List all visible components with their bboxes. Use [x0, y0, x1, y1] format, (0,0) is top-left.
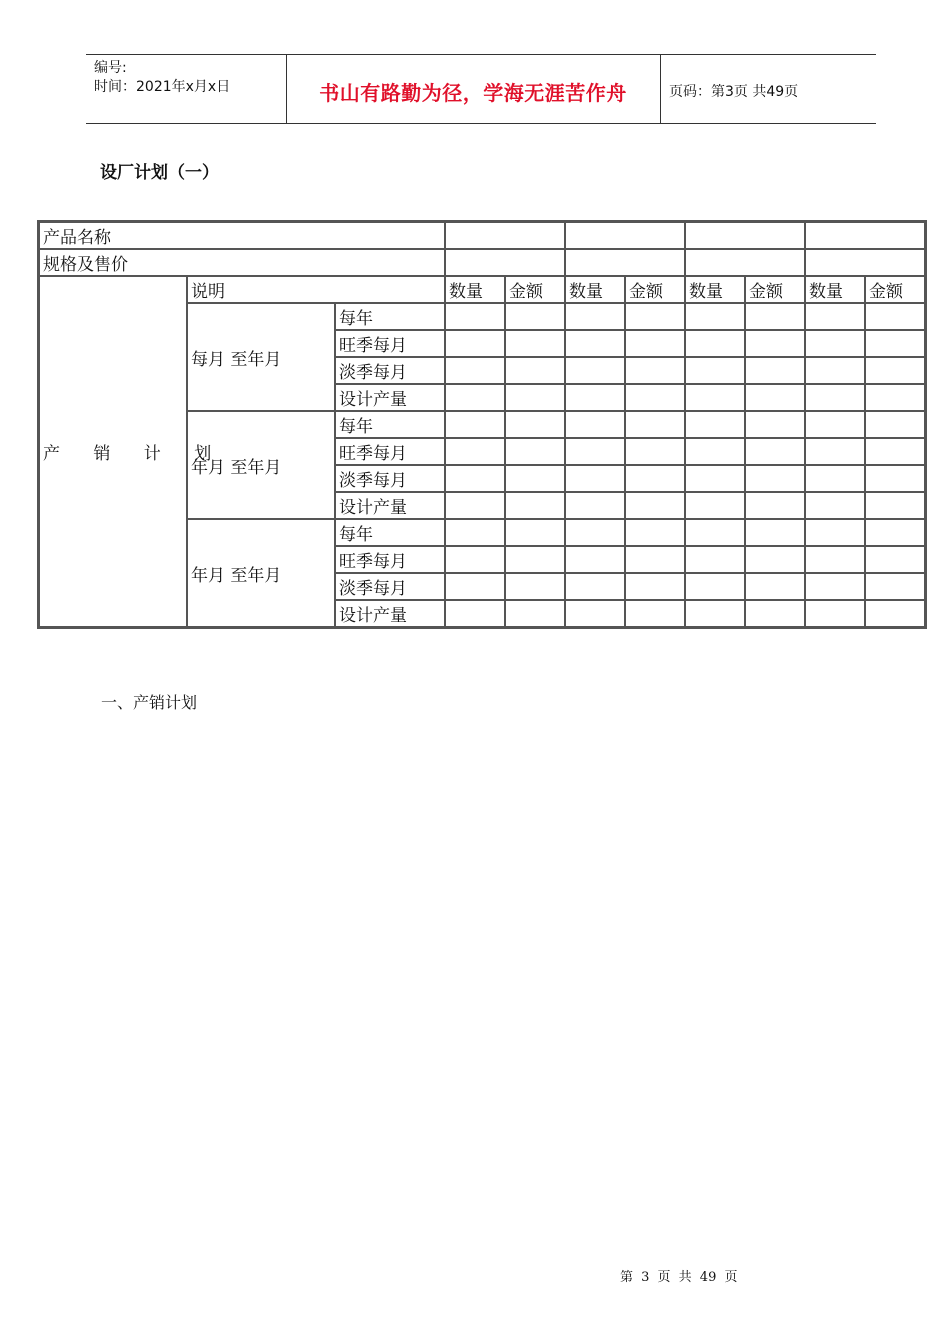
- row-label: 旺季每月: [335, 546, 445, 573]
- table-cell[interactable]: [805, 492, 865, 519]
- table-cell[interactable]: [565, 357, 625, 384]
- table-cell[interactable]: [685, 222, 805, 249]
- table-cell[interactable]: [805, 465, 865, 492]
- table-cell[interactable]: [745, 546, 805, 573]
- table-cell[interactable]: [685, 546, 745, 573]
- table-cell[interactable]: [625, 465, 685, 492]
- table-cell[interactable]: [565, 303, 625, 330]
- table-cell[interactable]: [865, 384, 925, 411]
- table-cell[interactable]: [745, 303, 805, 330]
- table-cell[interactable]: [445, 546, 505, 573]
- table-cell[interactable]: [505, 492, 565, 519]
- table-cell[interactable]: [505, 438, 565, 465]
- table-cell[interactable]: [745, 384, 805, 411]
- table-cell[interactable]: [445, 519, 505, 546]
- table-cell[interactable]: [445, 411, 505, 438]
- row-label: 设计产量: [335, 492, 445, 519]
- row-label: 每年: [335, 519, 445, 546]
- table-cell[interactable]: [805, 438, 865, 465]
- table-cell[interactable]: [445, 249, 565, 276]
- table-cell[interactable]: [865, 357, 925, 384]
- table-cell[interactable]: [565, 384, 625, 411]
- table-cell[interactable]: [685, 330, 745, 357]
- table-cell[interactable]: [865, 465, 925, 492]
- table-cell[interactable]: [745, 492, 805, 519]
- table-cell[interactable]: [625, 573, 685, 600]
- table-cell[interactable]: [865, 600, 925, 627]
- table-cell[interactable]: [565, 249, 685, 276]
- spec-price-label: 规格及售价: [39, 249, 445, 276]
- amount-header: 金额: [865, 276, 925, 303]
- table-cell[interactable]: [565, 519, 625, 546]
- qty-header: 数量: [565, 276, 625, 303]
- header-divider: [660, 55, 661, 123]
- table-cell[interactable]: [505, 465, 565, 492]
- amount-header: 金额: [625, 276, 685, 303]
- table-cell[interactable]: [685, 384, 745, 411]
- sales-plan-label: 产 销 计 划: [39, 276, 187, 627]
- table-cell[interactable]: [685, 519, 745, 546]
- period-label: 年月 至年月: [187, 519, 335, 627]
- table-cell[interactable]: [625, 519, 685, 546]
- qty-header: 数量: [445, 276, 505, 303]
- table-cell[interactable]: [565, 222, 685, 249]
- table-cell[interactable]: [685, 303, 745, 330]
- page-footer: 第 3 页 共 49 页: [620, 1270, 738, 1285]
- table-cell[interactable]: [805, 330, 865, 357]
- table-cell[interactable]: [685, 492, 745, 519]
- table-cell[interactable]: [805, 303, 865, 330]
- table-cell[interactable]: [745, 600, 805, 627]
- table-cell[interactable]: [745, 411, 805, 438]
- table-cell[interactable]: [625, 411, 685, 438]
- product-name-label: 产品名称: [39, 222, 445, 249]
- row-label: 旺季每月: [335, 330, 445, 357]
- table-cell[interactable]: [565, 573, 625, 600]
- table-cell[interactable]: [865, 492, 925, 519]
- table-cell[interactable]: [445, 492, 505, 519]
- table-cell[interactable]: [625, 600, 685, 627]
- period-label: 每月 至年月: [187, 303, 335, 411]
- time-label: 时间：2021年x月x日: [94, 79, 231, 95]
- table-cell[interactable]: [745, 330, 805, 357]
- table-cell[interactable]: [685, 411, 745, 438]
- table-cell[interactable]: [865, 519, 925, 546]
- table-cell[interactable]: [745, 465, 805, 492]
- page-header: [86, 54, 876, 124]
- table-cell[interactable]: [565, 492, 625, 519]
- table-cell[interactable]: [445, 303, 505, 330]
- table-cell[interactable]: [445, 573, 505, 600]
- table-cell[interactable]: [805, 600, 865, 627]
- table-cell[interactable]: [505, 600, 565, 627]
- table-cell[interactable]: [565, 465, 625, 492]
- table-cell[interactable]: [865, 303, 925, 330]
- table-cell[interactable]: [565, 330, 625, 357]
- table-cell[interactable]: [805, 411, 865, 438]
- table-cell[interactable]: [505, 546, 565, 573]
- table-cell[interactable]: [625, 384, 685, 411]
- table-cell[interactable]: [625, 492, 685, 519]
- table-cell[interactable]: [565, 546, 625, 573]
- table-row: [39, 249, 925, 276]
- table-cell[interactable]: [565, 411, 625, 438]
- table-cell[interactable]: [805, 222, 925, 249]
- row-label: 每年: [335, 411, 445, 438]
- table-cell[interactable]: [625, 357, 685, 384]
- header-page-info: 页码：第3页 共49页: [669, 84, 799, 100]
- row-label: 淡季每月: [335, 357, 445, 384]
- row-label: 每年: [335, 303, 445, 330]
- table-cell[interactable]: [745, 519, 805, 546]
- header-motto: 书山有路勤为径，学海无涯苦作舟: [319, 81, 627, 105]
- header-meta: [94, 59, 230, 97]
- table-cell[interactable]: [865, 411, 925, 438]
- table-row: [39, 276, 925, 303]
- table-cell[interactable]: [505, 411, 565, 438]
- number-label: 编号:: [94, 60, 127, 76]
- qty-header: 数量: [685, 276, 745, 303]
- row-label: 旺季每月: [335, 438, 445, 465]
- table-cell[interactable]: [505, 357, 565, 384]
- table-cell[interactable]: [625, 438, 685, 465]
- table-cell[interactable]: [805, 249, 925, 276]
- table-cell[interactable]: [685, 438, 745, 465]
- table-cell[interactable]: [685, 249, 805, 276]
- document-title: 设厂计划（一）: [100, 163, 219, 183]
- table-cell[interactable]: [685, 573, 745, 600]
- table-cell[interactable]: [565, 438, 625, 465]
- table-cell[interactable]: [745, 573, 805, 600]
- row-label: 淡季每月: [335, 573, 445, 600]
- table-cell[interactable]: [445, 330, 505, 357]
- table-cell[interactable]: [685, 465, 745, 492]
- amount-header: 金额: [505, 276, 565, 303]
- table-cell[interactable]: [445, 600, 505, 627]
- table-cell[interactable]: [805, 384, 865, 411]
- table-cell[interactable]: [805, 357, 865, 384]
- table-cell[interactable]: [625, 303, 685, 330]
- table-cell[interactable]: [505, 519, 565, 546]
- section-heading: 一、产销计划: [101, 693, 198, 712]
- table-cell[interactable]: [445, 465, 505, 492]
- table-cell[interactable]: [805, 519, 865, 546]
- table-cell[interactable]: [445, 384, 505, 411]
- table-cell[interactable]: [625, 546, 685, 573]
- table-cell[interactable]: [865, 438, 925, 465]
- row-label: 设计产量: [335, 384, 445, 411]
- plan-table: [37, 220, 927, 629]
- table-cell[interactable]: [865, 330, 925, 357]
- period-label: 年月 至年月: [187, 411, 335, 519]
- table-cell[interactable]: [865, 546, 925, 573]
- table-cell[interactable]: [505, 303, 565, 330]
- row-label: 设计产量: [335, 600, 445, 627]
- table-cell[interactable]: [805, 573, 865, 600]
- qty-header: 数量: [805, 276, 865, 303]
- table-cell[interactable]: [505, 330, 565, 357]
- table-cell[interactable]: [505, 384, 565, 411]
- table-cell[interactable]: [445, 357, 505, 384]
- table-cell[interactable]: [805, 546, 865, 573]
- amount-header: 金额: [745, 276, 805, 303]
- table-cell[interactable]: [565, 600, 625, 627]
- table-cell[interactable]: [445, 222, 565, 249]
- table-cell[interactable]: [625, 330, 685, 357]
- table-cell[interactable]: [865, 573, 925, 600]
- table-cell[interactable]: [505, 573, 565, 600]
- table-cell[interactable]: [745, 438, 805, 465]
- row-label: 淡季每月: [335, 465, 445, 492]
- table-cell[interactable]: [685, 357, 745, 384]
- description-label: 说明: [187, 276, 445, 303]
- table-row: [39, 222, 925, 249]
- table-cell[interactable]: [745, 357, 805, 384]
- table-cell[interactable]: [685, 600, 745, 627]
- table-cell[interactable]: [445, 438, 505, 465]
